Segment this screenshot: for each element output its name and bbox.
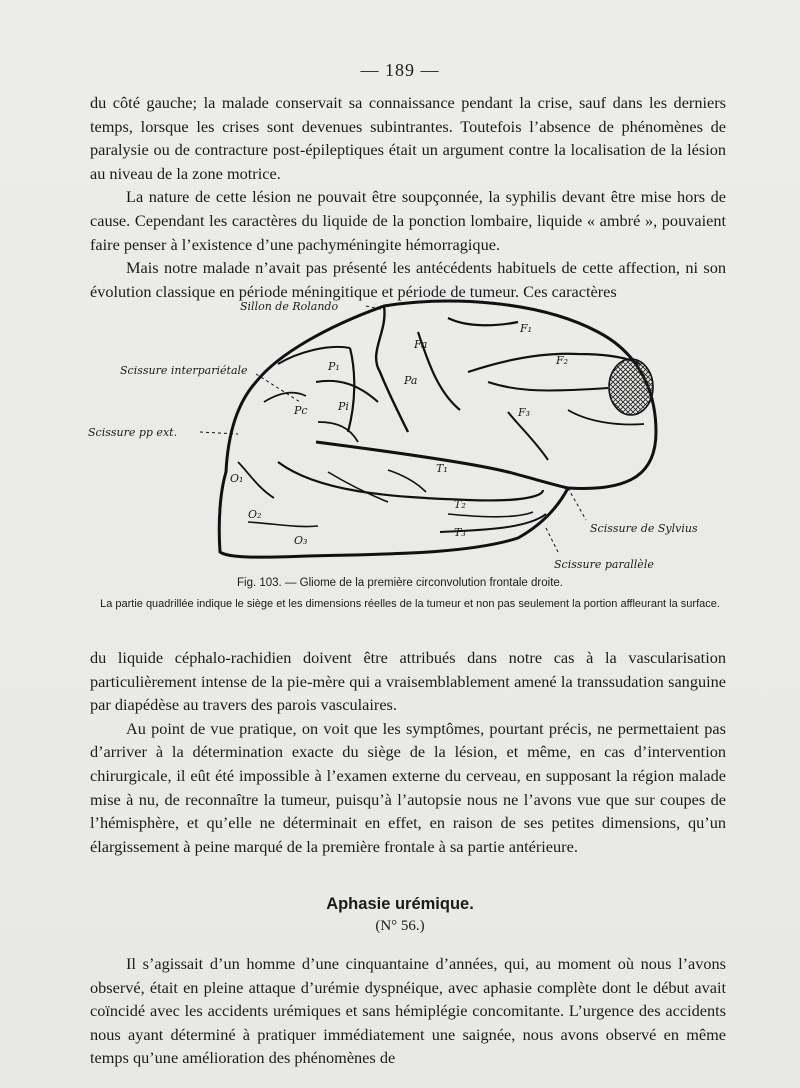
label-pi: Pi xyxy=(338,400,349,413)
label-o3: O₃ xyxy=(294,534,308,547)
label-pa: Pa xyxy=(404,374,418,387)
label-p1: P₁ xyxy=(328,360,340,373)
brain-drawing xyxy=(88,292,728,574)
paragraph: Il s’agissait d’un homme d’une cinquantaine d’années, qui, au moment où nous l’avons observé, était en pleine attaque d’urémie dyspnéique, avec aphasie complète dont le début avait coïncidé avec les accidents urémiques et sans hémiplégie concomitante. L’urgence des accidents nous ayant déterminé à pratiquer immédiatement une saignée, nous avons observé en même temps qu’une amélioration des phénomènes de xyxy=(90,954,726,1068)
label-o1: O₁ xyxy=(230,472,244,485)
label-scissure-pp-ext: Scissure pp ext. xyxy=(88,426,178,439)
paragraph: Mais notre malade n’avait pas présenté les antécédents habituels de cette affection, ni son évolution classique en période méningitique et période de tumeur. Ces caractères xyxy=(90,258,726,301)
label-scissure-interparietale: Scissure interpariétale xyxy=(120,364,248,377)
label-f1: F₁ xyxy=(520,322,533,335)
section-heading: Aphasie urémique. xyxy=(326,895,474,913)
brain-outline xyxy=(219,301,656,557)
section-subheading: (N° 56.) xyxy=(375,918,425,934)
label-scissure-sylvius: Scissure de Sylvius xyxy=(590,522,698,535)
text-block-bottom xyxy=(90,952,726,1070)
label-pc: Pc xyxy=(294,404,308,417)
label-sillon-rolando: Sillon de Rolando xyxy=(240,300,339,313)
paragraph: du côté gauche; la malade conservait sa connaissance pendant la crise, sauf dans les derniers temps, lorsque les crises sont devenues subintrantes. Toutefois l’absence de phénomènes de paralysie ou de contracture post-épileptiques était un argument contre la localisation de la lésion au niveau de la zone motrice. xyxy=(90,93,726,183)
label-t1: T₁ xyxy=(436,462,448,475)
text-block-top xyxy=(90,91,726,303)
label-t2: T₂ xyxy=(454,498,466,511)
tumor-region xyxy=(609,359,653,415)
label-o2: O₂ xyxy=(248,508,262,521)
figure-caption-body: La partie quadrillée indique le siège et les dimensions réelles de la tumeur et non pas seulement la portion affleurant la surface. xyxy=(100,598,720,610)
label-fa: Fa xyxy=(414,338,428,351)
text-block-middle xyxy=(90,646,726,858)
label-scissure-parallele: Scissure parallèle xyxy=(554,558,654,571)
paragraph: du liquide céphalo-rachidien doivent être attribués dans notre cas à la vascularisation particulièrement intense de la pie-mère qui a vraisemblablement amené la transsudation sanguine par diapédèse au travers des parois vasculaires. xyxy=(90,648,726,715)
brain-figure xyxy=(88,292,728,574)
paragraph: Au point de vue pratique, on voit que les symptômes, pourtant précis, ne permettaient pas d’arriver à la détermination exacte du siège de la lésion, et même, en cas d’intervention chirurgicale, il eût été impossible à l’examen externe du cerveau, en supposant la région malade mise à nu, de reconnaître la tumeur, puisqu’à l’autopsie nous ne l’avons vue que sur coupes de l’hémisphère, et qu’elle ne déterminait en effet, en raison de ses petites dimensions, qu’un élargissement à peine marqué de la première frontale à sa partie antérieure. xyxy=(90,718,726,856)
page-number: — 189 — xyxy=(360,60,440,80)
label-f2: F₂ xyxy=(556,354,569,367)
label-t3: T₃ xyxy=(454,526,466,539)
paragraph: La nature de cette lésion ne pouvait être soupçonnée, la syphilis devant être mise hors de cause. Cependant les caractères du liquide de la ponction lombaire, liquide « ambré », pouvaient faire penser à l’existence d’une pachyméningite hémorragique. xyxy=(90,187,726,254)
figure-caption-title: Fig. 103. — Gliome de la première circonvolution frontale droite. xyxy=(237,577,563,589)
label-f3: F₃ xyxy=(518,406,531,419)
